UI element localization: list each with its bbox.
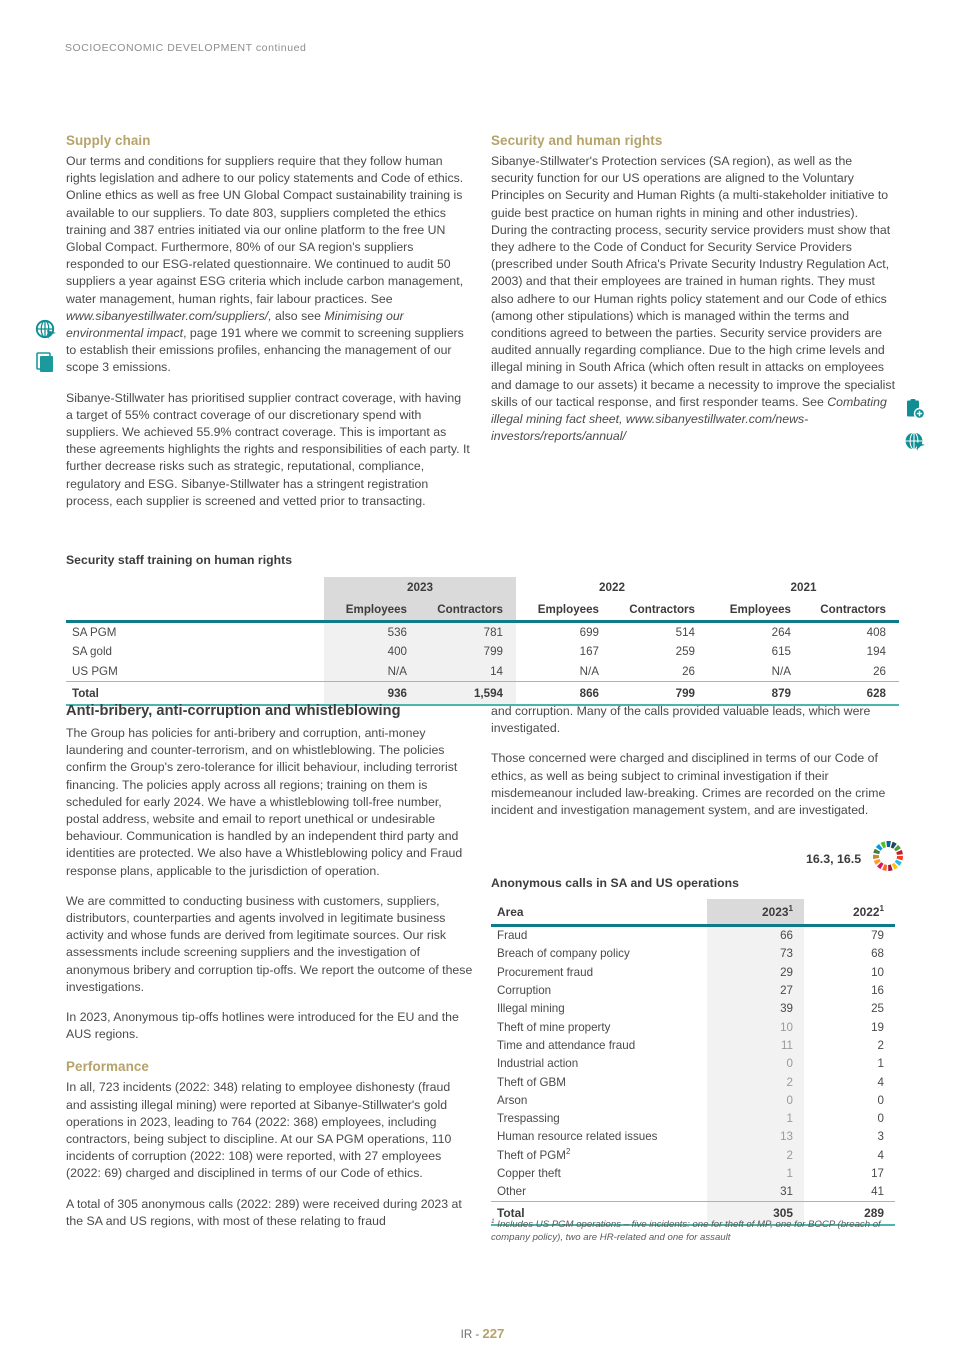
supply-chain-url[interactable]: www.sibanyestillwater.com/suppliers/, [66, 308, 272, 323]
row-label: Theft of PGM$^2$ [497, 1146, 571, 1162]
cell-value: 14 [420, 662, 516, 682]
left-column-antibribery [66, 703, 474, 1230]
total-value: 936 [324, 682, 420, 704]
supply-chain-mid: also see [271, 308, 325, 323]
cell-value: 26 [873, 664, 886, 678]
table-row [491, 1164, 895, 1182]
anonymous-calls-table-caption: Anonymous calls in SA and US operations [491, 876, 739, 890]
cell-value-2023: 31 [707, 1183, 804, 1201]
sub-header-contractors-2021: Contractors [820, 602, 886, 616]
row-label: Fraud [497, 929, 528, 943]
cell-value-2022: 0 [877, 1093, 884, 1107]
cell-value-2023: 2 [707, 1146, 804, 1164]
cell-value-2023: 73 [707, 945, 804, 963]
row-label: Procurement fraud [497, 965, 594, 979]
table-sub-header-row [66, 598, 899, 620]
sub-header-contractors-2023: Contractors [420, 598, 516, 620]
cell-value-2022: 0 [877, 1112, 884, 1126]
cell-value-2023: 1 [707, 1164, 804, 1182]
table-row [491, 1073, 895, 1091]
total-value-2022: 289 [864, 1205, 884, 1220]
table-row [491, 1183, 895, 1201]
cell-value: N/A [579, 664, 599, 678]
cell-value-2023: 10 [707, 1018, 804, 1036]
security-crossref[interactable]: Combating illegal mining fact sheet, www.sibanyestillwater.com/news-investors/reports/annual/ [491, 394, 887, 444]
total-value-2023: 305 [707, 1202, 804, 1224]
cell-value-2023: 29 [707, 963, 804, 981]
table-row [491, 1036, 895, 1054]
table-row [491, 927, 895, 945]
cell-value-2023: 1 [707, 1109, 804, 1127]
footnote-text: Includes US PGM operations – five incidents: one for theft of MP, one for BOCP (breach of company policy), two are HR-related and one for assault [491, 1219, 881, 1243]
right-column-continued [491, 703, 895, 819]
cell-value-2022: 41 [871, 1185, 884, 1199]
cell-value: 26 [682, 664, 695, 678]
sub-header-employees-2023: Employees [324, 598, 420, 620]
cell-value-2022: 10 [871, 965, 884, 979]
cell-value: 514 [675, 625, 695, 639]
cell-value: N/A [324, 662, 420, 682]
cell-value-2023: 2 [707, 1073, 804, 1091]
row-label: Industrial action [497, 1057, 579, 1071]
page-footer [0, 1326, 965, 1341]
table-row [491, 945, 895, 963]
antibribery-paragraph-1: The Group has policies for anti-bribery and corruption, anti-money laundering and counter-terrorism, and on whistleblowing. The policies confirm the Group's zero-tolerance for illicit behaviour, including terrorist financing. The policies apply across all regions; training on them is scheduled for early 2024. We have a whistleblowing toll-free number, postal address, website and email to report unethical or undesirable behaviour. Communication is handled by an independent third party and identities are protected. We also have a Whistleblowing policy and Fraud response plans, applicable to the jurisdiction of operation. [66, 726, 463, 878]
cell-value-2023: 66 [707, 927, 804, 945]
year-header-2023: 2023 [324, 577, 516, 598]
calls-table-footnote [491, 1218, 901, 1244]
running-head: SOCIOECONOMIC DEVELOPMENT continued [65, 42, 307, 54]
antibribery-paragraph-3: In 2023, Anonymous tip-offs hotlines were introduced for the EU and the AUS regions. [66, 1010, 459, 1042]
sub-header-employees-2022: Employees [537, 602, 599, 616]
cell-value-2022: 4 [877, 1075, 884, 1089]
cell-value: 781 [420, 623, 516, 643]
cell-value-2023: 39 [707, 1000, 804, 1018]
row-label: Illegal mining [497, 1002, 565, 1016]
table-total-row [66, 682, 899, 704]
cell-value: 194 [866, 645, 886, 659]
right-column-security [491, 133, 895, 445]
row-label: Corruption [497, 984, 552, 998]
sub-header-employees-2021: Employees [729, 602, 791, 616]
supply-chain-tail: , page 191 where we commit to screening suppliers to establish their emissions profiles, enhancing the management of our scope 3 emissions. [66, 326, 464, 375]
security-training-table [66, 577, 899, 706]
row-label: Copper theft [497, 1167, 561, 1180]
cell-value: 264 [771, 625, 791, 639]
calls-header-row [491, 899, 895, 924]
left-column-supply-chain [66, 133, 470, 510]
performance-heading: Performance [66, 1059, 149, 1075]
year-header-2021: 2021 [790, 581, 817, 594]
cell-value: 799 [420, 642, 516, 662]
security-p-text: Sibanye-Stillwater's Protection services (SA region), as well as the security function for our US operations are aligned to the Voluntary Principles on Security and Human Rights (a multi-stakeholder initiative to guide best practice on human rights in mining and other industries). During the contracting process, security service providers must show that they adhere to the Code of Conduct for Security Service Providers (prescribed under South Africa's Private Security Industry Regulation Act, 2003) and that their employees are trained in human rights. They must also adhere to our Human rights policy statement and our Code of ethics (among other stipulations) which is managed within the terms and conditions agreed to between the parties. Security service providers are audited annually regarding compliance. Due to the high crime levels and illegal mining in South Africa (which often result in attacks on employees and damage to our assets) it became a necessity to improve the specialist skills of our tactical response, and first responder teams. See [491, 154, 895, 409]
security-training-table-block [66, 553, 899, 706]
table-row [491, 1000, 895, 1018]
calls-header-2023-footnote-marker: 1 [788, 903, 793, 913]
total-value: 1,594 [420, 682, 516, 704]
table-row [491, 1055, 895, 1073]
page-number: 227 [482, 1326, 505, 1341]
cell-value: 259 [675, 645, 695, 659]
cell-value: 400 [324, 642, 420, 662]
sdg-badge [806, 838, 906, 879]
footer-prefix: IR - [460, 1329, 483, 1341]
fact-sheet-icon[interactable] [903, 398, 931, 427]
row-label: Other [497, 1185, 526, 1199]
globe-link-icon[interactable] [903, 430, 931, 459]
security-paragraph [491, 153, 895, 445]
calls-header-2023 [707, 899, 804, 924]
sdg-target-numbers: 16.3, 16.5 [806, 851, 862, 866]
antibribery-paragraph-2: We are committed to conducting business with customers, suppliers, distributors, counterparties and agents involved in legitimate business activity and whose funds are derived from legitimate sources. Our risk assessments include screening suppliers and the investigation of anonymous bribery and corruption tip-offs. We report the outcome of these investigations. [66, 893, 473, 994]
row-label: Time and attendance fraud [497, 1038, 636, 1052]
performance-paragraph-1: In all, 723 incidents (2022: 348) relating to employee dishonesty (fraud and assisting illegal mining) were reported at Sibanye-Stillwater's gold operations in 2023, leading to 764 (2022: 368) employees, including contractors, being subject to discipline. At our SA PGM operations, 110 incidents of corruption (2022: 108) were reported, with 27 employees (2022: 69) charged and disciplined in terms of our Code of ethics. [66, 1080, 452, 1181]
table-row [491, 1109, 895, 1127]
row-label: Theft of mine property [497, 1020, 611, 1034]
cell-value: N/A [771, 664, 791, 678]
right-continued-paragraph-1: and corruption. Many of the calls provided valuable leads, which were investigated. [491, 704, 871, 736]
table-row [491, 1146, 895, 1164]
row-label: Arson [497, 1093, 528, 1107]
total-value: 866 [579, 686, 599, 700]
cell-value: 615 [771, 645, 791, 659]
table-row [491, 981, 895, 999]
cell-value-2022: 17 [871, 1167, 884, 1180]
cell-value-2022: 19 [871, 1020, 884, 1034]
year-header-2022: 2022 [598, 581, 625, 594]
security-heading: Security and human rights [491, 133, 663, 148]
total-value: 628 [866, 686, 886, 700]
table-row [66, 623, 899, 643]
cell-value-2023: 13 [707, 1128, 804, 1146]
supply-chain-p1-text: Our terms and conditions for suppliers require that they follow human rights legislation and adhere to our policy statements and Code of ethics. Online ethics as well as free UN Global Compact sustainability training is available to our suppliers. To date 803, suppliers completed the ethics training and 387 entries initiated via our online platform to the free UN Global Compact. Furthermore, 80% of our SA region's suppliers responded to our ESG-related questionnaire. We continued to audit 50 suppliers a year against ESG criteria which include carbon management, water management, human rights, fair labour practices. See [66, 154, 464, 306]
cell-value-2022: 4 [877, 1148, 884, 1162]
supply-chain-paragraph-1 [66, 153, 470, 377]
anonymous-calls-table [491, 899, 895, 1226]
cell-value-2022: 25 [871, 1002, 884, 1016]
total-label: Total [72, 686, 99, 700]
row-label: Human resource related issues [497, 1130, 658, 1144]
row-label: Trespassing [497, 1112, 560, 1126]
table-row [66, 642, 899, 662]
calls-header-2022 [804, 899, 895, 924]
cell-value-2022: 3 [877, 1130, 884, 1144]
antibribery-heading: Anti-bribery, anti-corruption and whistleblowing [66, 703, 401, 719]
cell-value-2023: 0 [707, 1091, 804, 1109]
right-margin-icon-stack [903, 398, 931, 462]
table-row [491, 1128, 895, 1146]
anonymous-calls-table-block [491, 876, 895, 1226]
cell-value-2022: 2 [877, 1038, 884, 1052]
cell-value: 408 [866, 625, 886, 639]
cell-value-2023: 0 [707, 1055, 804, 1073]
cell-value: 536 [324, 623, 420, 643]
table-row [491, 963, 895, 981]
cell-value-2022: 1 [877, 1057, 884, 1071]
row-label: SA PGM [72, 625, 117, 639]
cell-value-2022: 68 [871, 947, 884, 961]
globe-link-icon[interactable] [34, 318, 62, 347]
cell-value: 167 [579, 645, 599, 659]
row-label: SA gold [72, 645, 112, 659]
row-label: US PGM [72, 664, 118, 678]
calls-header-area: Area [497, 904, 524, 919]
row-label: Theft of GBM [497, 1075, 566, 1089]
footnote-marker: 1 [491, 1217, 495, 1225]
security-training-table-caption: Security staff training on human rights [66, 553, 293, 567]
total-value: 799 [675, 686, 695, 700]
report-pages-icon[interactable] [34, 350, 62, 379]
calls-header-2022-footnote-marker: 1 [879, 903, 884, 913]
table-row [66, 662, 899, 682]
row-label-footnote-marker: 2 [565, 1146, 571, 1156]
sdg-colour-wheel-icon [870, 838, 906, 879]
calls-header-2022-label: 2022 [853, 904, 880, 919]
sub-header-contractors-2022: Contractors [629, 602, 695, 616]
performance-paragraph-2: A total of 305 anonymous calls (2022: 289) were received during 2023 at the SA and US regions, with most of these relating to fraud [66, 1196, 462, 1228]
total-label: Total [497, 1205, 525, 1220]
table-row [491, 1018, 895, 1036]
calls-header-2023-label: 2023 [762, 904, 789, 919]
supply-chain-heading: Supply chain [66, 133, 151, 148]
cell-value-2023: 27 [707, 981, 804, 999]
left-margin-icon-stack [34, 318, 62, 382]
total-value: 879 [771, 686, 791, 700]
cell-value: 699 [579, 625, 599, 639]
table-year-header-row [66, 577, 899, 598]
cell-value-2022: 16 [871, 984, 884, 998]
supply-chain-paragraph-2: Sibanye-Stillwater has prioritised supplier contract coverage, with having a target of 55% contract coverage of our discretionary spend with suppliers. We achieved 55.9% contract coverage. This is important as these agreements highlights the rights and responsibilities of each party. It further decrease risks such as strategic, reputational, compliance, regulatory and ESG. Sibanye-Stillwater has a stringent registration process, each supplier is screened and vetted prior to transacting. [66, 390, 470, 508]
row-label: Breach of company policy [497, 947, 630, 961]
cell-value-2022: 79 [871, 929, 884, 943]
cell-value-2023: 11 [707, 1036, 804, 1054]
supply-chain-crossref[interactable]: Minimising our environmental impact [66, 308, 404, 341]
table-row [491, 1091, 895, 1109]
right-continued-paragraph-2: Those concerned were charged and disciplined in terms of our Code of ethics, as well as being subject to criminal investigation if their misdemeanour included law-breaking. Crimes are recorded on the crime incident and investigation management system, and are investigated. [491, 751, 886, 818]
